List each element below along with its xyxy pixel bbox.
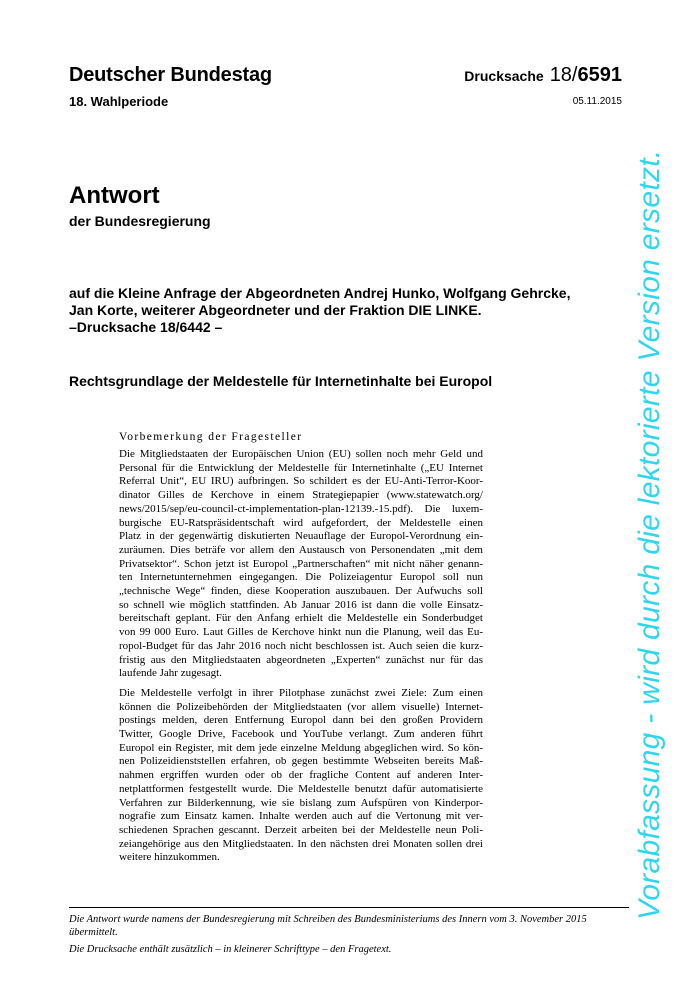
body-paragraph	[119, 448, 483, 681]
body-line: „technische Wege“ finden, diese Kooperation auszubauen. Der Aufwuchs soll	[119, 585, 483, 598]
body-line: Twitter, Google Drive, Facebook und YouTube verlangt. Zum anderen führt	[119, 728, 483, 741]
body-line: nen Polizeidienststellen erfahren, ob gegen bestimmte Webseiten bereits Maß-	[119, 755, 483, 768]
footer-note	[69, 913, 629, 956]
inquiry-line: Jan Korte, weiterer Abgeordneter und der Fraktion DIE LINKE.	[69, 302, 482, 318]
legislative-period: 18. Wahlperiode	[69, 94, 169, 109]
inquiry-line: auf die Kleine Anfrage der Abgeordneten Andrej Hunko, Wolfgang Gehrcke,	[69, 285, 571, 301]
body-line: Personal für die Entwicklung der Meldestelle für Internetinhalte („EU Internet	[119, 461, 483, 474]
document-number-label: Drucksache	[464, 68, 544, 84]
body-paragraph	[119, 687, 483, 865]
document-number	[464, 64, 622, 87]
body-line: laufende Jahr zugesagt.	[119, 667, 222, 680]
publisher-title: Deutscher Bundestag	[69, 64, 272, 86]
inquiry-line: –Drucksache 18/6442 –	[69, 319, 223, 335]
body-line: Die Mitgliedstaaten der Europäischen Union (EU) sollen noch mehr Geld und	[119, 448, 483, 460]
body-line: postings melden, deren Entfernung Europol dann bei den großen Providern	[119, 714, 483, 727]
body-line: zuräumen. Dies beträfe vor allem den Austausch von Personendaten „mit dem	[119, 543, 483, 556]
body-line: bereitschaft geplant. Für den Anfang erhielt die Meldestelle ein Sonderbudget	[119, 612, 483, 625]
body-line: Europol ein Register, mit dem jede einzelne Meldung abgeglichen wird. So kön-	[119, 741, 483, 754]
footer-line: Die Antwort wurde namens der Bundesregierung mit Schreiben des Bundesministeriums des Innern vom 3. November 2015	[69, 914, 587, 925]
body-line: können die Polizeibehörden der Mitgliedstaaten (vor allem visuelle) Internet-	[119, 700, 483, 713]
body-line: news/2015/sep/eu-council-ct-implementation-plan-12139.-15.pdf). Die luxem-	[119, 502, 483, 515]
document-type: Antwort	[69, 182, 160, 209]
body-line: fristig aus den Mitgliedstaaten abgeordneten „Experten“ zunächst nur für das	[119, 653, 483, 666]
body-line: nografie zum Einsatz kamen. Inhalte werden auch auf die Vertonung mit ver-	[119, 810, 483, 823]
body-line: Referral Unit“, EU IRU) aufbringen. So schildert es der EU-Anti-Terror-Koor-	[119, 475, 483, 488]
document-number-value: 6591	[577, 64, 622, 86]
body-line: Privatsektor“. Schon jetzt ist Europol „Partnerschaften“ mit nicht näher genann-	[119, 557, 483, 570]
document-date: 05.11.2015	[572, 96, 622, 107]
body-line: ten Internetunternehmen eingegangen. Die Polizeiagentur Europol soll nun	[119, 571, 483, 584]
body-line: zeiangehörige aus den Mitgliedstaaten. In den nächsten drei Monaten sollen drei	[119, 837, 483, 850]
draft-watermark: Vorabfassung - wird durch die lektorierte Version ersetzt.	[633, 149, 666, 920]
preliminary-remark-heading: Vorbemerkung der Fragesteller	[119, 431, 303, 443]
body-line: dinator Gilles de Kerchove in einem Strategiepapier (www.statewatch.org/	[119, 489, 483, 502]
inquiry-reference	[69, 285, 629, 336]
footer-line: übermittelt.	[69, 927, 118, 938]
body-line: ropol-Budget für das Jahr 2016 noch nicht beschlossen ist. Auch seien die kurz-	[119, 639, 483, 652]
document-type-sub: der Bundesregierung	[69, 213, 211, 229]
footer-divider	[69, 907, 629, 908]
body-line: Die Meldestelle verfolgt in ihrer Pilotphase zunächst zwei Ziele: Zum einen	[119, 686, 483, 699]
body-line: von 99 000 Euro. Laut Gilles de Kerchove hinkt nun die Planung, weil das Eu-	[119, 626, 483, 639]
body-line: weitere hinzukommen.	[119, 851, 220, 864]
body-line: nahmen ergriffen wurden oder ob der fragliche Content auf anderen Inter-	[119, 769, 483, 782]
body-line: Verfahren zur Bilderkennung, wie sie bislang zum Aufspüren von Kinderpor-	[119, 796, 483, 809]
subject-title: Rechtsgrundlage der Meldestelle für Internetinhalte bei Europol	[69, 373, 493, 389]
body-line: Platz in der gegenwärtig diskutierten Neuauflage der Europol-Verordnung ein-	[119, 530, 483, 543]
preliminary-remark-body	[119, 448, 483, 871]
body-line: netplattformen festgestellt wurde. Die Meldestelle benutzt dafür automatisierte	[119, 782, 483, 795]
body-line: burgische EU-Ratspräsidentschaft wird aufgefordert, der Meldestelle einen	[119, 516, 483, 529]
body-line: so schnell wie möglich stattfinden. Ab Januar 2016 ist dann die volle Einsatz-	[119, 598, 483, 611]
footer-typeface-note: Die Drucksache enthält zusätzlich – in kleinerer Schrifttype – den Fragetext.	[69, 944, 392, 955]
document-number-prefix: 18/	[549, 64, 578, 86]
body-line: schiedenen Sprachen gescannt. Derzeit arbeiten bei der Meldestelle neun Poli-	[119, 823, 483, 836]
